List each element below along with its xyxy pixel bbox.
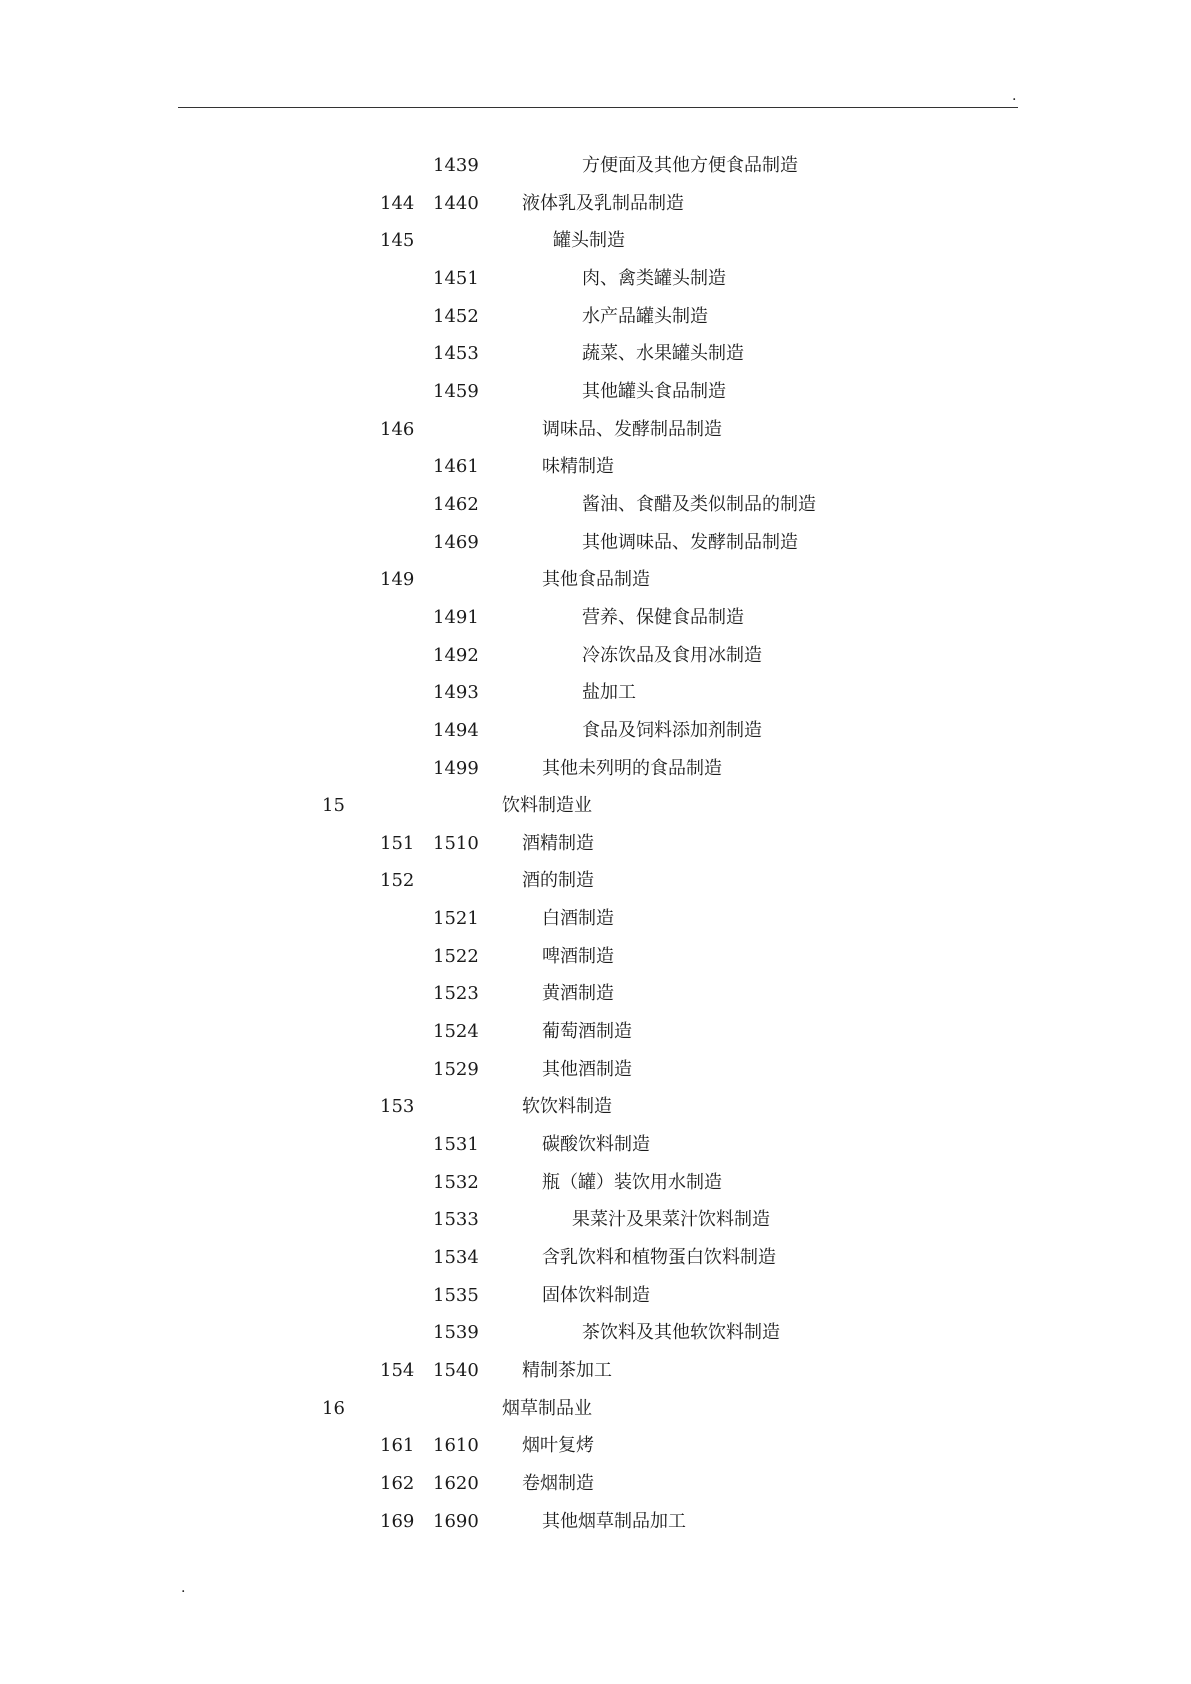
industry-name: 其他调味品、发酵制品制造 — [582, 531, 798, 553]
group-code: 162 — [380, 1472, 415, 1494]
list-item — [0, 561, 1191, 599]
class-code: 1493 — [433, 682, 479, 704]
class-code: 1510 — [433, 832, 479, 854]
industry-name: 食品及饲料添加剂制造 — [582, 719, 762, 741]
class-code: 1499 — [433, 757, 479, 779]
industry-name: 其他烟草制品加工 — [542, 1510, 686, 1532]
class-code: 1451 — [433, 267, 479, 289]
list-item — [0, 1051, 1191, 1089]
class-code: 1439 — [433, 155, 479, 176]
industry-name: 其他酒制造 — [542, 1058, 632, 1080]
group-code: 144 — [380, 192, 415, 214]
header-mark: . — [1012, 88, 1017, 104]
class-code: 1534 — [433, 1247, 479, 1269]
list-item — [0, 862, 1191, 900]
class-code: 1461 — [433, 456, 479, 478]
list-item — [0, 1013, 1191, 1051]
list-item — [0, 1465, 1191, 1503]
industry-name: 罐头制造 — [553, 230, 625, 252]
list-item — [0, 1164, 1191, 1202]
list-item — [0, 185, 1191, 223]
industry-name: 烟叶复烤 — [522, 1435, 594, 1457]
industry-name: 冷冻饮品及食用冰制造 — [582, 644, 762, 666]
industry-name: 蔬菜、水果罐头制造 — [582, 343, 744, 365]
industry-name: 卷烟制造 — [522, 1472, 594, 1494]
class-code: 1610 — [433, 1435, 479, 1457]
group-code: 154 — [380, 1360, 415, 1381]
list-item — [0, 712, 1191, 750]
class-code: 1453 — [433, 343, 479, 365]
list-item — [0, 147, 1191, 185]
list-item — [0, 637, 1191, 675]
industry-name: 肉、禽类罐头制造 — [582, 267, 726, 289]
industry-classification-list — [0, 147, 1191, 1540]
class-code: 1491 — [433, 606, 479, 628]
industry-name: 酒精制造 — [522, 832, 594, 854]
list-item — [0, 1201, 1191, 1239]
list-item — [0, 900, 1191, 938]
list-item — [0, 1390, 1191, 1428]
list-item — [0, 1088, 1191, 1126]
list-item — [0, 1427, 1191, 1465]
industry-name: 烟草制品业 — [502, 1397, 592, 1419]
class-code: 1529 — [433, 1058, 479, 1080]
industry-name: 固体饮料制造 — [542, 1284, 650, 1306]
group-code: 146 — [380, 418, 415, 440]
division-code: 15 — [322, 795, 345, 817]
list-item — [0, 1277, 1191, 1315]
list-item — [0, 674, 1191, 712]
industry-name: 调味品、发酵制品制造 — [542, 418, 722, 440]
industry-name: 饮料制造业 — [502, 795, 592, 817]
group-code: 161 — [380, 1435, 415, 1457]
list-item — [0, 938, 1191, 976]
list-item — [0, 335, 1191, 373]
industry-name: 盐加工 — [582, 682, 636, 704]
class-code: 1459 — [433, 380, 479, 402]
list-item — [0, 524, 1191, 562]
list-item — [0, 486, 1191, 524]
industry-name: 味精制造 — [542, 456, 614, 478]
list-item — [0, 787, 1191, 825]
group-code: 149 — [380, 569, 415, 591]
footer-mark: . — [181, 1580, 186, 1596]
group-code: 169 — [380, 1510, 415, 1532]
industry-name: 精制茶加工 — [522, 1360, 612, 1381]
header-rule — [178, 107, 1018, 108]
class-code: 1531 — [433, 1134, 479, 1156]
class-code: 1469 — [433, 531, 479, 553]
group-code: 153 — [380, 1096, 415, 1118]
list-item — [0, 1352, 1191, 1390]
industry-name: 瓶（罐）装饮用水制造 — [542, 1171, 722, 1193]
class-code: 1523 — [433, 983, 479, 1005]
industry-name: 黄酒制造 — [542, 983, 614, 1005]
class-code: 1494 — [433, 719, 479, 741]
industry-name: 含乳饮料和植物蛋白饮料制造 — [542, 1247, 776, 1269]
list-item — [0, 975, 1191, 1013]
industry-name: 其他未列明的食品制造 — [542, 757, 722, 779]
division-code: 16 — [322, 1397, 345, 1419]
industry-name: 水产品罐头制造 — [582, 305, 708, 327]
industry-name: 其他食品制造 — [542, 569, 650, 591]
class-code: 1440 — [433, 192, 479, 214]
class-code: 1492 — [433, 644, 479, 666]
list-item — [0, 750, 1191, 788]
industry-name: 软饮料制造 — [522, 1096, 612, 1118]
industry-name: 茶饮料及其他软饮料制造 — [582, 1322, 780, 1344]
class-code: 1462 — [433, 493, 479, 515]
list-item — [0, 1503, 1191, 1541]
industry-name: 方便面及其他方便食品制造 — [582, 155, 798, 176]
list-item — [0, 222, 1191, 260]
class-code: 1620 — [433, 1472, 479, 1494]
class-code: 1532 — [433, 1171, 479, 1193]
class-code: 1522 — [433, 945, 479, 967]
list-item — [0, 1239, 1191, 1277]
class-code: 1533 — [433, 1209, 479, 1231]
list-item — [0, 448, 1191, 486]
list-item — [0, 599, 1191, 637]
class-code: 1539 — [433, 1322, 479, 1344]
list-item — [0, 373, 1191, 411]
class-code: 1524 — [433, 1021, 479, 1043]
class-code: 1690 — [433, 1510, 479, 1532]
class-code: 1535 — [433, 1284, 479, 1306]
list-item — [0, 260, 1191, 298]
group-code: 152 — [380, 870, 415, 892]
industry-name: 果菜汁及果菜汁饮料制造 — [572, 1209, 770, 1231]
class-code: 1540 — [433, 1360, 479, 1381]
list-item — [0, 1314, 1191, 1352]
industry-name: 啤酒制造 — [542, 945, 614, 967]
industry-name: 其他罐头食品制造 — [582, 380, 726, 402]
list-item — [0, 825, 1191, 863]
class-code: 1452 — [433, 305, 479, 327]
list-item — [0, 411, 1191, 449]
industry-name: 碳酸饮料制造 — [542, 1134, 650, 1156]
class-code: 1521 — [433, 908, 479, 930]
group-code: 151 — [380, 832, 415, 854]
industry-name: 液体乳及乳制品制造 — [522, 192, 684, 214]
industry-name: 葡萄酒制造 — [542, 1021, 632, 1043]
industry-name: 酱油、食醋及类似制品的制造 — [582, 493, 816, 515]
list-item — [0, 1126, 1191, 1164]
industry-name: 白酒制造 — [542, 908, 614, 930]
industry-name: 营养、保健食品制造 — [582, 606, 744, 628]
industry-name: 酒的制造 — [522, 870, 594, 892]
list-item — [0, 298, 1191, 336]
group-code: 145 — [380, 230, 415, 252]
